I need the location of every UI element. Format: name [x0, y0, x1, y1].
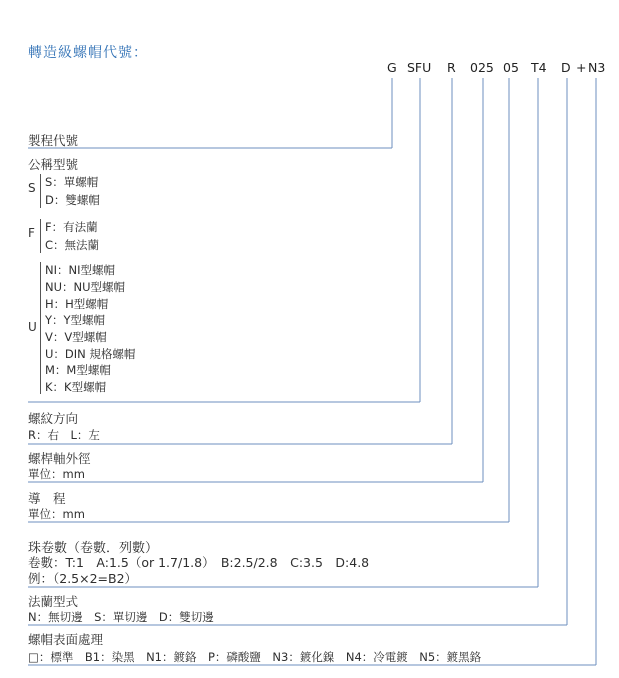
- circuits-values: 卷數：T:1 A:1.5（or 1.7/1.8） B:2.5/2.8 C:3.5 D:4.8: [28, 555, 370, 570]
- surface-value: □：標準 B1：染黑 N1：鍍鉻 P：磷酸鹽 N3：鍍化鎳 N4：冷電鍍 N5：鍍黑鉻: [28, 650, 482, 664]
- circuits-label: 珠卷數（卷數．列數）: [28, 541, 159, 556]
- type-u-item: Y：Y型螺帽: [45, 313, 106, 327]
- code-lead: 05: [503, 60, 519, 75]
- type-s-bracket: [40, 174, 41, 208]
- process-label: 製程代號: [28, 133, 79, 148]
- diameter-unit: 單位：mm: [28, 467, 85, 481]
- type-f-letter: F: [28, 226, 35, 240]
- type-s-item: S：單螺帽: [45, 175, 99, 189]
- code-surface: N3: [588, 60, 606, 75]
- code-thread: R: [447, 60, 456, 75]
- flange-label: 法蘭型式: [28, 594, 79, 609]
- thread-label: 螺紋方向: [28, 411, 79, 426]
- type-u-item: V：V型螺帽: [45, 330, 107, 344]
- code-flange: D: [561, 60, 571, 75]
- type-u-item: U：DIN 規格螺帽: [45, 347, 136, 361]
- lead-label: 導 程: [28, 491, 66, 506]
- thread-value: R：右 L：左: [28, 428, 100, 442]
- type-u-item: NU：NU型螺帽: [45, 280, 126, 294]
- type-f-item: F：有法蘭: [45, 220, 98, 234]
- type-f-item: C：無法蘭: [45, 238, 100, 252]
- type-label: 公稱型號: [28, 157, 79, 172]
- surface-label: 螺帽表面處理: [28, 632, 104, 647]
- code-type: SFU: [407, 60, 432, 75]
- type-u-item: K：K型螺帽: [45, 380, 107, 394]
- type-u-letter: U: [28, 320, 37, 334]
- type-f-bracket: [40, 219, 41, 253]
- circuits-example: 例：（2.5×2=B2）: [28, 571, 138, 586]
- page-title: 轉造級螺帽代號：: [28, 45, 148, 61]
- code-circuits: T4: [531, 60, 547, 75]
- type-u-item: H：H型螺帽: [45, 297, 109, 311]
- type-u-bracket: [40, 262, 41, 394]
- type-s-item: D：雙螺帽: [45, 193, 100, 207]
- code-plus: +: [576, 60, 587, 75]
- flange-value: N：無切邊 S：單切邊 D：雙切邊: [28, 610, 214, 624]
- type-u-item: NI：NI型螺帽: [45, 263, 115, 277]
- code-process: G: [387, 60, 397, 75]
- type-s-letter: S: [28, 181, 36, 195]
- diameter-label: 螺桿軸外徑: [28, 451, 91, 466]
- lead-unit: 單位：mm: [28, 507, 85, 521]
- code-diameter: 025: [470, 60, 494, 75]
- type-u-item: M：M型螺帽: [45, 363, 111, 377]
